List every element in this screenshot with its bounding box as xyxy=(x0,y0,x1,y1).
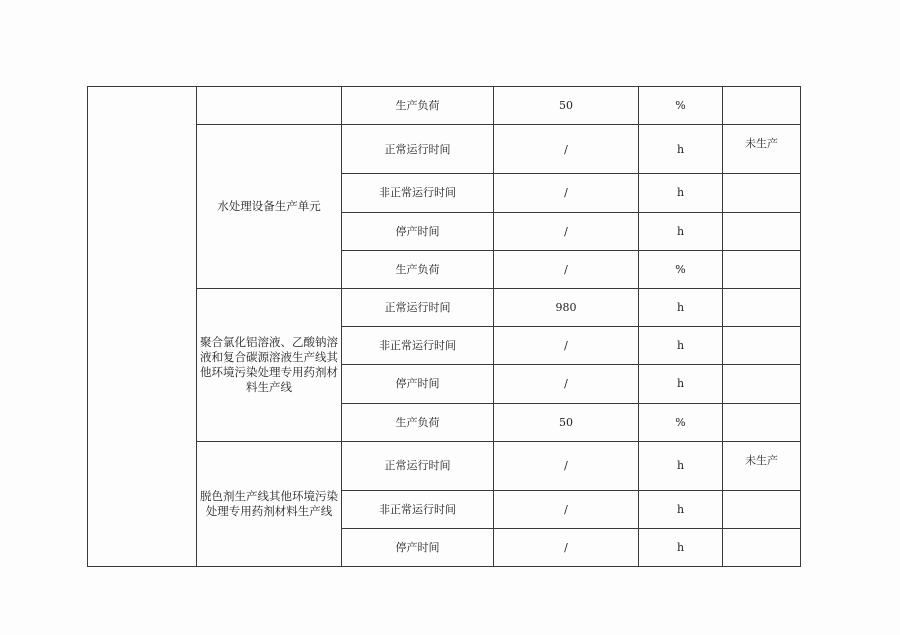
note-cell: 未生产 xyxy=(723,441,801,490)
value-cell: / xyxy=(494,441,639,490)
value-cell: / xyxy=(494,212,639,250)
param-cell: 非正常运行时间 xyxy=(342,490,494,528)
unit-of-measure-cell: h xyxy=(639,327,723,365)
note-cell xyxy=(723,490,801,528)
unit-of-measure-cell: h xyxy=(639,441,723,490)
param-cell: 停产时间 xyxy=(342,529,494,567)
value-cell: 980 xyxy=(494,288,639,326)
note-cell xyxy=(723,403,801,441)
param-cell: 生产负荷 xyxy=(342,403,494,441)
unit-of-measure-cell: h xyxy=(639,125,723,174)
param-cell: 非正常运行时间 xyxy=(342,327,494,365)
unit-of-measure-cell: h xyxy=(639,212,723,250)
unit-of-measure-cell: % xyxy=(639,403,723,441)
note-cell xyxy=(723,174,801,212)
note-cell xyxy=(723,212,801,250)
unit-cell: 脱色剂生产线其他环境污染处理专用药剂材料生产线 xyxy=(197,441,342,567)
table-row xyxy=(88,87,801,125)
value-cell: / xyxy=(494,125,639,174)
note-cell: 未生产 xyxy=(723,125,801,174)
param-cell: 停产时间 xyxy=(342,365,494,403)
value-cell: / xyxy=(494,174,639,212)
param-cell: 生产负荷 xyxy=(342,87,494,125)
value-cell: / xyxy=(494,250,639,288)
value-cell: 50 xyxy=(494,403,639,441)
note-cell xyxy=(723,250,801,288)
unit-of-measure-cell: h xyxy=(639,174,723,212)
note-cell xyxy=(723,529,801,567)
note-cell xyxy=(723,365,801,403)
value-cell: / xyxy=(494,529,639,567)
value-cell: 50 xyxy=(494,87,639,125)
param-cell: 停产时间 xyxy=(342,212,494,250)
unit-of-measure-cell: % xyxy=(639,250,723,288)
unit-cell: 聚合氯化铝溶液、乙酸钠溶液和复合碳源溶液生产线其他环境污染处理专用药剂材料生产线 xyxy=(197,288,342,441)
unit-cell: 水处理设备生产单元 xyxy=(197,125,342,289)
note-cell xyxy=(723,327,801,365)
unit-of-measure-cell: h xyxy=(639,490,723,528)
unit-of-measure-cell: % xyxy=(639,87,723,125)
value-cell: / xyxy=(494,490,639,528)
category-cell xyxy=(88,87,197,567)
param-cell: 生产负荷 xyxy=(342,250,494,288)
note-cell xyxy=(723,87,801,125)
param-cell: 正常运行时间 xyxy=(342,288,494,326)
value-cell: / xyxy=(494,327,639,365)
unit-cell xyxy=(197,87,342,125)
unit-of-measure-cell: h xyxy=(639,288,723,326)
param-cell: 非正常运行时间 xyxy=(342,174,494,212)
param-cell: 正常运行时间 xyxy=(342,125,494,174)
unit-of-measure-cell: h xyxy=(639,365,723,403)
param-cell: 正常运行时间 xyxy=(342,441,494,490)
note-cell xyxy=(723,288,801,326)
value-cell: / xyxy=(494,365,639,403)
production-status-table xyxy=(87,86,801,567)
unit-of-measure-cell: h xyxy=(639,529,723,567)
